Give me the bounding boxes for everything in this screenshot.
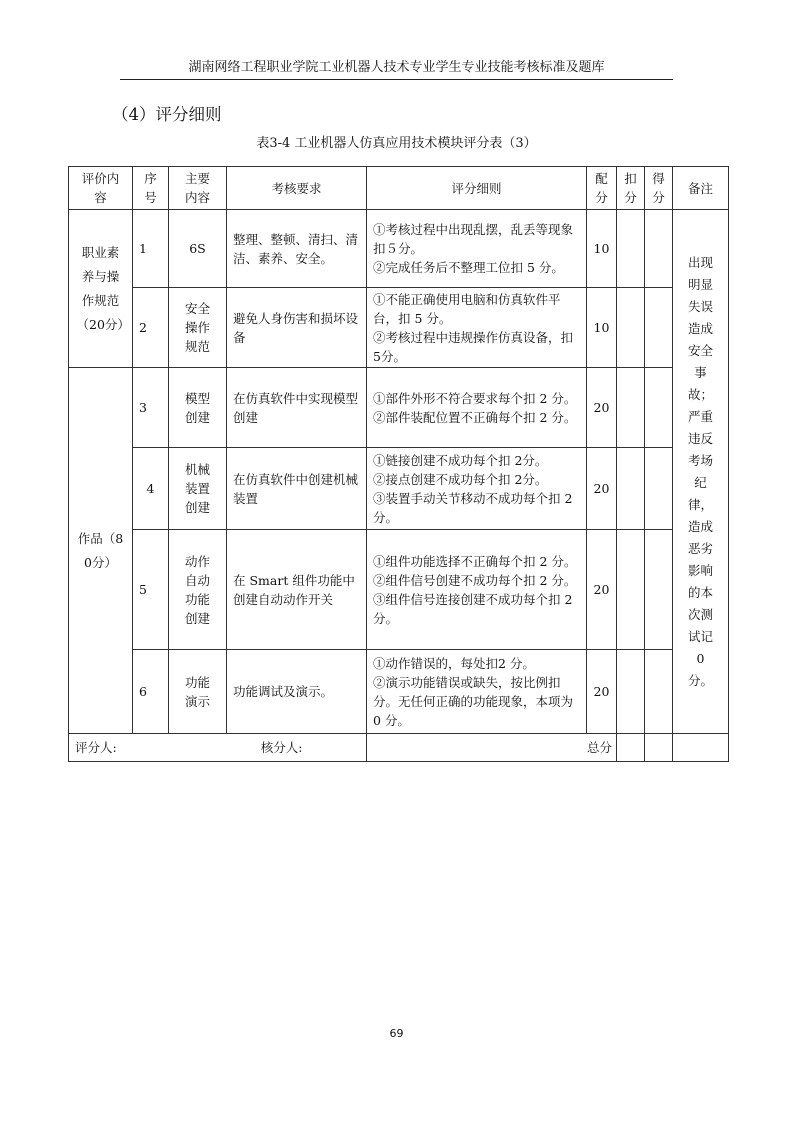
table-row xyxy=(69,210,729,288)
row-index: 6 xyxy=(133,650,169,734)
header-requirement: 考核要求 xyxy=(227,167,367,210)
header-divider xyxy=(120,79,673,80)
row-requirement: 在 Smart 组件功能中创建自动动作开关 xyxy=(227,530,367,650)
row-get xyxy=(645,448,673,530)
note-cell: 出现明显失误造成安全事故；严重违反考场纪律，造成恶劣影响的本次测试记 0 分。 xyxy=(673,210,729,734)
row-score: 20 xyxy=(587,650,617,734)
total-label: 总分 xyxy=(367,734,617,762)
row-main: 安全操作规范 xyxy=(169,288,227,368)
row-main: 6S xyxy=(169,210,227,288)
row-main: 模型创建 xyxy=(169,368,227,448)
footer-row xyxy=(69,734,729,762)
section-title: （4）评分细则 xyxy=(112,105,222,124)
row-get xyxy=(645,530,673,650)
table-row xyxy=(69,368,729,448)
row-details: ①部件外形不符合要求每个扣 2 分。 ②部件装配位置不正确每个扣 2 分。 xyxy=(367,368,587,448)
header-detail: 评分细则 xyxy=(367,167,587,210)
row-main: 功能演示 xyxy=(169,650,227,734)
row-main: 机械装置创建 xyxy=(169,448,227,530)
row-score: 20 xyxy=(587,448,617,530)
header-score: 配分 xyxy=(587,167,617,210)
row-requirement: 避免人身伤害和损坏设备 xyxy=(227,288,367,368)
row-index: 2 xyxy=(133,288,169,368)
row-deduct xyxy=(617,210,645,288)
header-row xyxy=(69,167,729,210)
grader-cell xyxy=(69,734,367,762)
grader-label: 评分人: xyxy=(75,740,117,755)
row-score: 20 xyxy=(587,368,617,448)
row-details: ①动作错误的，每处扣2 分。 ②演示功能错误或缺失，按比例扣分。无任何正确的功能现象，本项为 0 分。 xyxy=(367,650,587,734)
header-note: 备注 xyxy=(673,167,729,210)
row-deduct xyxy=(617,650,645,734)
row-deduct xyxy=(617,288,645,368)
total-get xyxy=(645,734,673,762)
row-get xyxy=(645,368,673,448)
page-header: 湖南网络工程职业学院工业机器人技术专业学生专业技能考核标准及题库 xyxy=(188,60,605,75)
row-deduct xyxy=(617,368,645,448)
total-note xyxy=(673,734,729,762)
group-label: 职业素养与操作规范（20分） xyxy=(69,210,133,368)
header-deduct: 扣分 xyxy=(617,167,645,210)
row-get xyxy=(645,288,673,368)
row-score: 20 xyxy=(587,530,617,650)
header-main: 主要内容 xyxy=(169,167,227,210)
table-row xyxy=(69,530,729,650)
total-deduct xyxy=(617,734,645,762)
header-index: 序号 xyxy=(133,167,169,210)
row-get xyxy=(645,210,673,288)
row-get xyxy=(645,650,673,734)
checker-label: 核分人: xyxy=(260,740,303,755)
row-score: 10 xyxy=(587,210,617,288)
table-caption: 表3-4 工业机器人仿真应用技术模块评分表（3） xyxy=(256,136,537,151)
row-details: ①考核过程中出现乱摆，乱丢等现象扣５分。 ②完成任务后不整理工位扣 5 分。 xyxy=(367,210,587,288)
row-details: ①不能正确使用电脑和仿真软件平台，扣 5 分。 ②考核过程中违规操作仿真设备，扣 5分。 xyxy=(367,288,587,368)
row-requirement: 在仿真软件中创建机械装置 xyxy=(227,448,367,530)
row-index: 5 xyxy=(133,530,169,650)
header-get: 得分 xyxy=(645,167,673,210)
row-deduct xyxy=(617,530,645,650)
row-requirement: 功能调试及演示。 xyxy=(227,650,367,734)
row-index: 3 xyxy=(133,368,169,448)
scoring-table xyxy=(68,166,729,762)
header-content: 评价内容 xyxy=(69,167,133,210)
row-details: ①链接创建不成功每个扣 2分。 ②接点创建不成功每个扣 2分。 ③装置手动关节移动不成功每个扣 2 分。 xyxy=(367,448,587,530)
row-requirement: 整理、整顿、清扫、清洁、素养、安全。 xyxy=(227,210,367,288)
table-row xyxy=(69,448,729,530)
row-index: 1 xyxy=(133,210,169,288)
page-number: 69 xyxy=(389,1027,404,1040)
row-details: ①组件功能选择不正确每个扣 2 分。 ②组件信号创建不成功每个扣 2 分。 ③组件信号连接创建不成功每个扣 2分。 xyxy=(367,530,587,650)
row-requirement: 在仿真软件中实现模型创建 xyxy=(227,368,367,448)
group-label: 作品（80分） xyxy=(69,368,133,734)
row-score: 10 xyxy=(587,288,617,368)
table-row xyxy=(69,288,729,368)
row-main: 动作自动功能创建 xyxy=(169,530,227,650)
row-deduct xyxy=(617,448,645,530)
row-index: 4 xyxy=(133,448,169,530)
table-row xyxy=(69,650,729,734)
